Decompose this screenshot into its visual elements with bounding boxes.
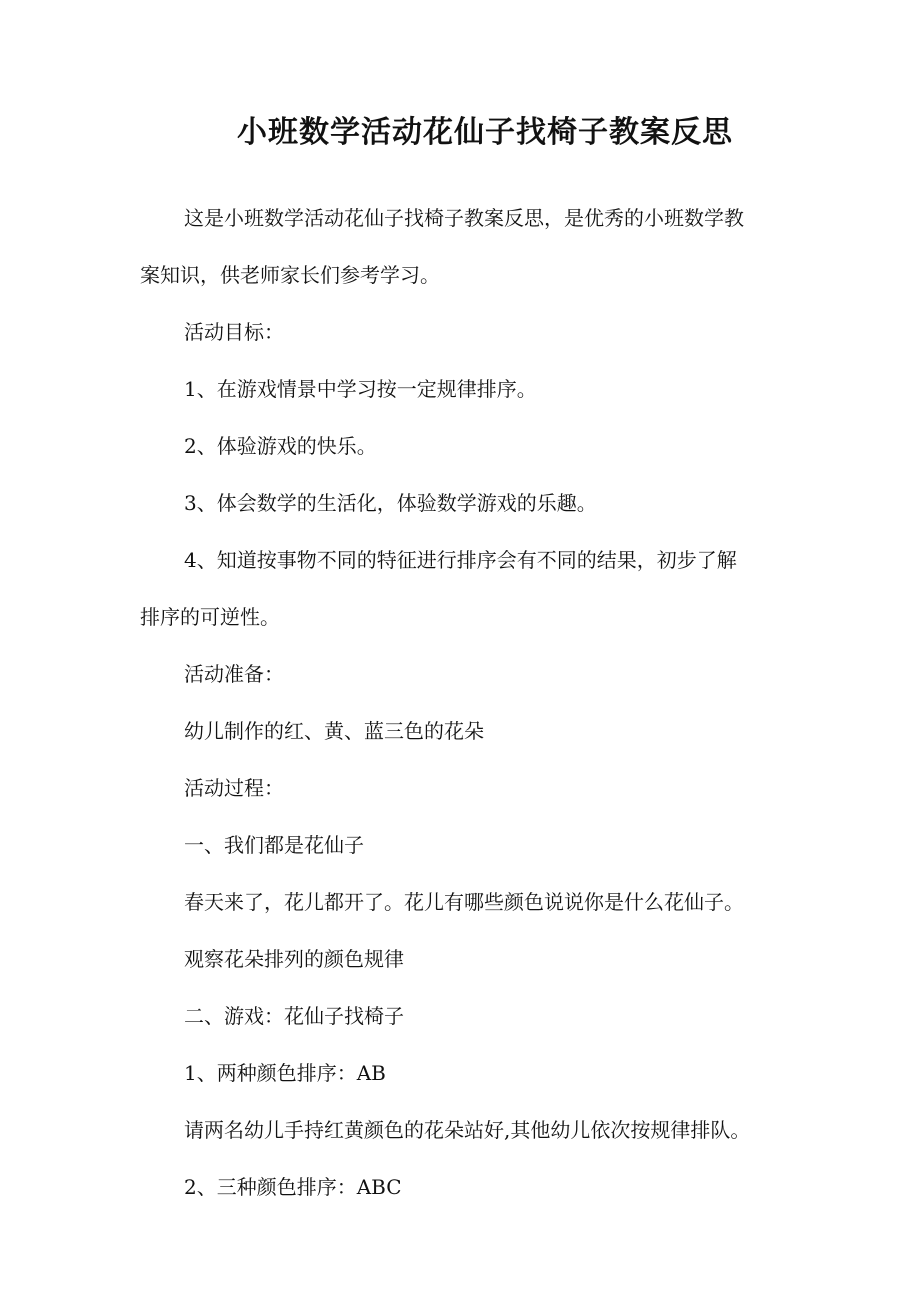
heading-activity-process: 活动过程：: [184, 776, 284, 800]
goal-item-4: [140, 532, 790, 646]
process-section-1-observe: 观察花朵排列的颜色规律: [184, 947, 404, 971]
process-section-1-text: 春天来了，花儿都开了。花儿有哪些颜色说说你是什么花仙子。: [184, 890, 744, 914]
heading-activity-goals: 活动目标：: [184, 320, 284, 344]
heading-activity-preparation: 活动准备：: [184, 662, 284, 686]
goal-item-3: 3、体会数学的生活化，体验数学游戏的乐趣。: [184, 491, 597, 515]
sorting-three-colors: 2、三种颜色排序：ABC: [184, 1175, 402, 1199]
goal-item-4-line-2: 排序的可逆性。: [140, 605, 280, 629]
goal-item-1: 1、在游戏情景中学习按一定规律排序。: [184, 377, 537, 401]
preparation-text: 幼儿制作的红、黄、蓝三色的花朵: [184, 719, 484, 743]
process-section-2-heading: 二、游戏：花仙子找椅子: [184, 1004, 404, 1028]
process-section-1-heading: 一、我们都是花仙子: [184, 833, 364, 857]
paragraph-intro-line-1: 这是小班数学活动花仙子找椅子教案反思，是优秀的小班数学教: [184, 206, 744, 230]
paragraph-intro: [140, 190, 790, 304]
sorting-two-colors: 1、两种颜色排序：AB: [184, 1061, 386, 1085]
sorting-two-colors-text: 请两名幼儿手持红黄颜色的花朵站好,其他幼儿依次按规律排队。: [184, 1118, 751, 1142]
paragraph-intro-line-2: 案知识，供老师家长们参考学习。: [140, 263, 440, 287]
goal-item-2: 2、体验游戏的快乐。: [184, 434, 377, 458]
goal-item-4-line-1: 4、知道按事物不同的特征进行排序会有不同的结果，初步了解: [184, 548, 737, 572]
document-body: [140, 190, 790, 1216]
document-title: 小班数学活动花仙子找椅子教案反思: [237, 115, 733, 150]
